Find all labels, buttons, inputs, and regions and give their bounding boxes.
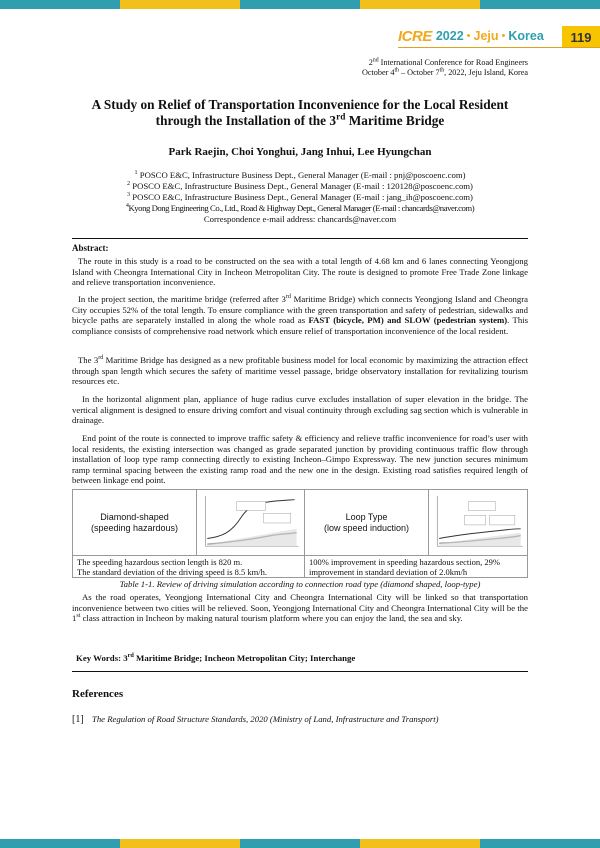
references-heading: References xyxy=(72,688,124,700)
loop-result-cell: 100% improvement in speeding hazardous section, 29% improvement in standard deviation of 2.0km/h xyxy=(304,555,528,578)
simulation-comparison-table xyxy=(72,489,528,578)
abstract-heading: Abstract: xyxy=(72,243,109,253)
diamond-type-label-cell: Diamond-shaped (speeding hazardous) xyxy=(72,489,197,556)
loop-speed-profile-image xyxy=(428,489,528,556)
author-list: Park Raejin, Choi Yonghui, Jang Inhui, Lee Hyungchan xyxy=(168,146,432,158)
affiliation-4: $^4$Kyong Dong Engineering Co., Ltd., Road & Highway Dept., General Manager (E-mail : chancards@naver.com) xyxy=(125,203,475,213)
loop-type-label-cell: Loop Type (low speed induction) xyxy=(304,489,429,556)
keywords-bottom-rule xyxy=(72,671,528,672)
paper-title: A Study on Relief of Transportation Inconvenience for the Local Resident through the Installation of the 3rd Maritime Bridge xyxy=(91,97,509,128)
header-dot: • xyxy=(466,30,471,42)
abstract-paragraph-1: The route in this study is a road to be constructed on the sea with a total length of 4.68 km and 6 lanes connecting Yeongjong Island with Cheongra International City in Incheon Metropolitan City. The route is designed to promote Free Trade Zone linkage and relieve transportation inconvenience. xyxy=(72,256,528,288)
speed-profile-graphic xyxy=(197,490,304,555)
bottom-color-band xyxy=(0,839,600,848)
abstract-top-rule xyxy=(72,238,528,239)
diamond-result-cell: The speeding hazardous section length is 820 m. The standard deviation of the driving speed is 8.5 km/h. xyxy=(72,555,305,578)
header-dot: • xyxy=(501,30,506,42)
conference-line-2: October 4th – October 7th, 2022, Jeju Island, Korea xyxy=(361,67,528,77)
abstract-paragraph-2: In the project section, the maritime bridge (referred after 3rd Maritime Bridge) which connects Yeongjong Island and Cheongra City occupies 52% of the total length. To ensure compliance with the green transportation and safety of pedestrian, sidewalks and bicycle paths are separately installed in along the whole road as FAST (bicycle, PM) and SLOW (pedestrian system). This compliance consists of comprehensive road network which ensure relief of transportation inconvenience of the local resident. xyxy=(72,294,529,336)
conference-header xyxy=(398,26,600,46)
page-number-badge: 119 xyxy=(562,26,600,48)
affiliation-2: $^2$ POSCO E&C, Infrastructure Business Dept., General Manager (E-mail : 120128@poscoenc.com) xyxy=(127,181,473,191)
top-color-band xyxy=(0,0,600,9)
header-city: Jeju xyxy=(473,29,499,43)
conference-logo: ICRE xyxy=(398,27,432,45)
abstract-paragraph-5: End point of the route is connected to improve traffic safety & efficiency and relieve traffic inconvenience for road’s user with local residents, the existing intersection was changed as grade separated junction by providing continuous traffic flow through installation of loop type ramp connecting directly to existing Incheon–Gimpo Expressway. The new junction secures minimum ramp terminal spacing between the existing ramp road and the new one in the design. Existing road satisfies required length of between linkage end point. xyxy=(72,433,528,486)
diamond-speed-profile-image xyxy=(196,489,305,556)
correspondence-email: Correspondence e-mail address: chancards@naver.com xyxy=(203,214,397,224)
header-divider xyxy=(398,47,600,48)
affiliation-1: $^1$ POSCO E&C, Infrastructure Business Dept., General Manager (E-mail : pnj@poscoenc.com) xyxy=(134,170,466,180)
abstract-paragraph-6: As the road operates, Yeongjong International City and Cheongra International City will be linked so that transportation inconvenience between two cities will be relieved. Soon, Yeongjong International City and Cheongra International City will be the 1st class attraction in Incheon by making natural tourism platform where you can enjoy the land, the sea and sky. xyxy=(72,592,528,624)
reference-item xyxy=(72,714,439,725)
conference-line-1: 2nd International Conference for Road Engineers xyxy=(368,57,528,67)
header-year: 2022 xyxy=(435,29,464,43)
table-caption: Table 1-1. Review of driving simulation according to connection road type (diamond shaped, loop-type) xyxy=(119,579,481,589)
header-country: Korea xyxy=(508,29,544,43)
abstract-paragraph-3: The 3rd Maritime Bridge has designed as a new profitable business model for local economic by maximizing the attraction effect through span length which secures the safety of maritime vessel passage, bridge observatory installation for revitalizing tourism resources etc. xyxy=(72,355,528,387)
conference-info xyxy=(362,58,528,78)
keywords: Key Words: 3rd Maritime Bridge; Incheon Metropolitan City; Interchange xyxy=(76,653,356,663)
affiliations xyxy=(72,170,528,225)
reference-number: [1] xyxy=(72,714,84,725)
abstract-paragraph-4: In the horizontal alignment plan, appliance of huge radius curve excludes installation of super elevation in the bridge. The vertical alignment is designed to ensure driving comfort and visual continuity through excluding sag section which is vulnerable in drainage. xyxy=(72,394,528,426)
affiliation-3: $^3$ POSCO E&C, Infrastructure Business Dept., General Manager (E-mail : jang_ih@poscoenc.com) xyxy=(127,192,473,202)
reference-text: The Regulation of Road Structure Standards, 2020 (Ministry of Land, Infrastructure and Transport) xyxy=(92,714,439,724)
speed-profile-graphic xyxy=(429,490,527,555)
